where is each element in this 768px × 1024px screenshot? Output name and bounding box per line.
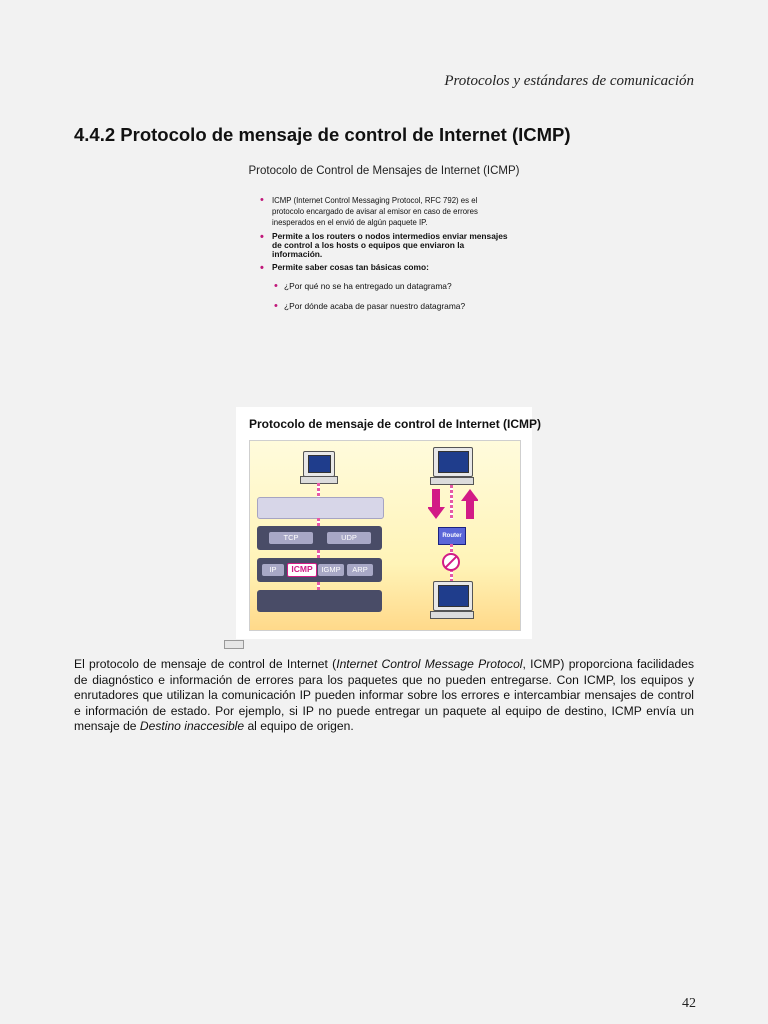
- transport-layer: [257, 526, 382, 550]
- page-number: 42: [682, 996, 696, 1011]
- icmp-diagram-slide: [236, 407, 542, 639]
- network-interface-layer: [257, 590, 382, 612]
- running-header: Protocolos y estándares de comunicación: [444, 73, 694, 89]
- body-paragraph: [74, 657, 694, 735]
- icmp-label: ICMP: [287, 563, 317, 577]
- slide1-title: Protocolo de Control de Mensajes de Internet (ICMP): [248, 165, 520, 177]
- bullet-item: • ICMP (Internet Control Messaging Protocol, RFC 792) es el protocolo encargado de avisar al emisor en caso de errores inesperados en el envió de algún paquete IP.: [258, 195, 508, 228]
- blocked-icon: [442, 553, 460, 571]
- internet-layer: [257, 558, 382, 582]
- igmp-label: IGMP: [318, 564, 344, 576]
- protocol-stack-diagram: [249, 440, 521, 631]
- network-wire: [317, 518, 320, 526]
- body-term: Destino inaccesible: [139, 719, 245, 734]
- host-computer-icon: [303, 451, 335, 477]
- tcp-label: TCP: [269, 532, 313, 544]
- slide1-bullet-list: [258, 195, 508, 316]
- arp-label: ARP: [347, 564, 373, 576]
- network-wire: [317, 550, 320, 558]
- udp-label: UDP: [327, 532, 371, 544]
- slide2-title: Protocolo de mensaje de control de Internet (ICMP): [249, 417, 542, 431]
- application-layer: [257, 497, 384, 519]
- sub-bullet-item: • ¿Por qué no se ha entregado un datagrama?: [272, 281, 508, 292]
- keyboard-icon: [430, 477, 474, 485]
- body-text: El protocolo de mensaje de control de Internet (: [74, 657, 337, 671]
- sub-bullet-item: • ¿Por dónde acaba de pasar nuestro datagrama?: [272, 301, 508, 312]
- network-wire: [317, 582, 320, 590]
- embedded-object-icon: [224, 640, 244, 649]
- network-wire: [317, 483, 320, 497]
- keyboard-icon: [430, 611, 474, 619]
- source-computer-icon: [433, 447, 473, 477]
- router-icon: Router: [438, 527, 466, 545]
- message-arrows-icon: [428, 489, 478, 521]
- bullet-item: • Permite a los routers o nodos intermedios enviar mensajes de control a los hosts o equipos que enviaron la información.: [258, 232, 508, 259]
- ip-label: IP: [262, 564, 284, 576]
- destination-computer-icon: [433, 581, 473, 611]
- section-title: 4.4.2 Protocolo de mensaje de control de Internet (ICMP): [74, 124, 571, 145]
- body-term: Internet Control Message Protocol: [336, 657, 523, 671]
- body-text: al equipo de origen.: [244, 719, 354, 734]
- body-text: , ICMP) proporciona facilidades de diagnóstico e información de errores para los paquetes que no pueden entregarse. Con ICMP, los equipos y enrutadores que utilizan la comunicación IP pueden informar sobre los errores e intercambiar mensajes de control e información de estado. Por ejemplo, si IP no puede entregar un paquete al equipo de destino, ICMP envía un mensaje de: [74, 657, 694, 734]
- bullet-item: • Permite saber cosas tan básicas como:: [258, 263, 508, 272]
